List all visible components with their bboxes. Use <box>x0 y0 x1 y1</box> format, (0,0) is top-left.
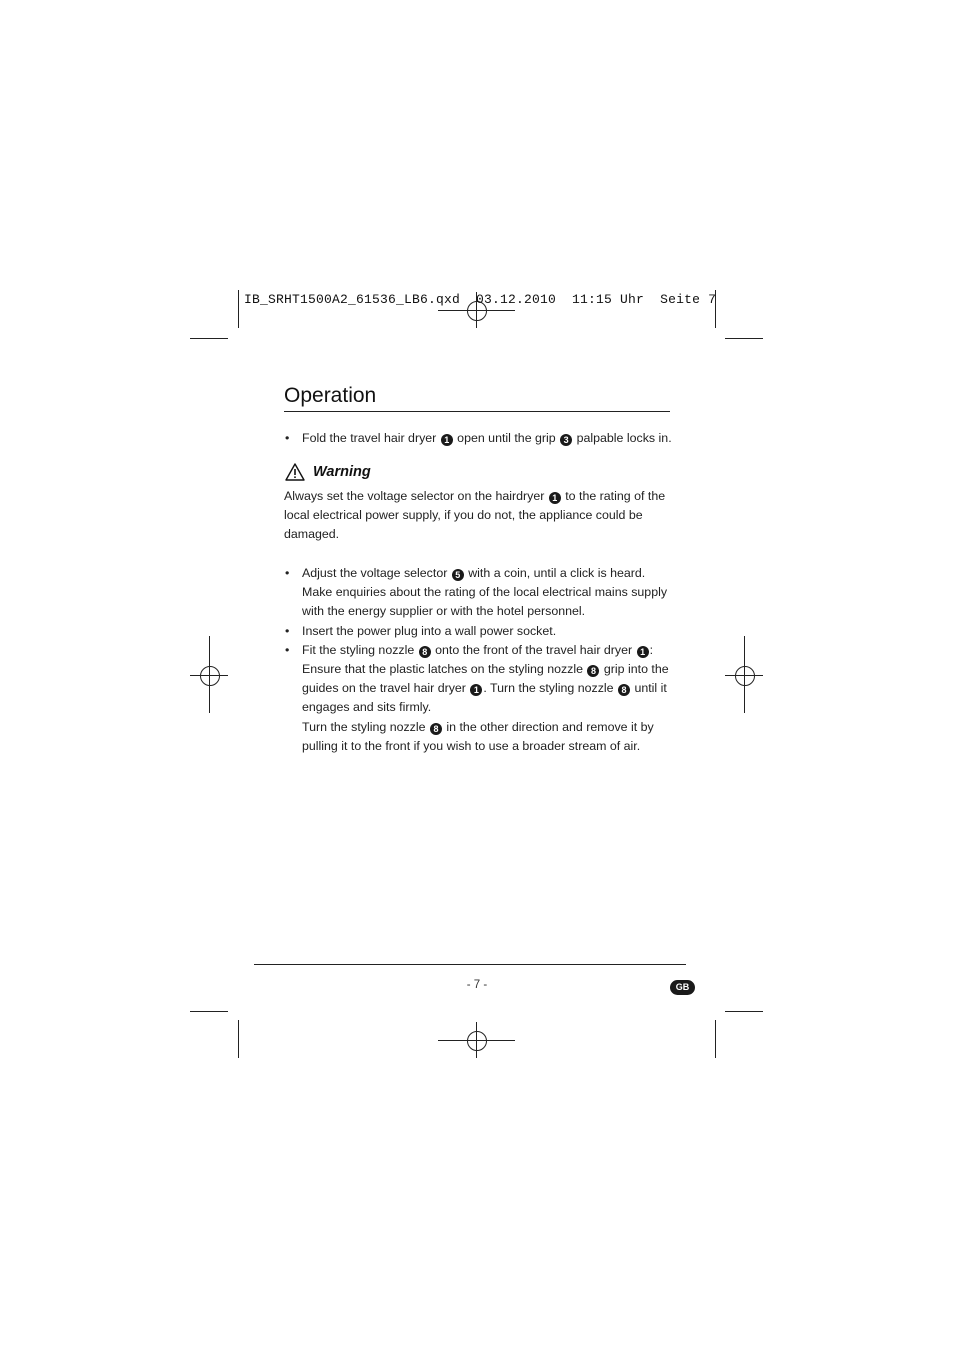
warning-text <box>284 487 668 545</box>
step-text: grip into the guides on the travel hair dryer <box>302 662 669 696</box>
warning-heading <box>285 463 371 481</box>
warning-triangle-icon <box>285 463 305 481</box>
step-text: Fold the travel hair dryer <box>302 431 440 445</box>
step-text: with a coin, until a click is heard. Make enquiries about the rating of the local electrical mains supply with the energy supplier or with the hotel personnel. <box>302 566 668 619</box>
step-text: onto the front of the travel hair dryer <box>431 642 636 657</box>
part-number-badge: 8 <box>587 665 599 677</box>
step-text: Adjust the voltage selector <box>302 566 451 580</box>
part-number-badge: 1 <box>637 646 649 658</box>
part-number-badge: 1 <box>441 434 453 446</box>
title-underline <box>284 411 670 412</box>
part-number-badge: 5 <box>452 569 464 581</box>
registration-mark <box>735 666 755 686</box>
section-title: Operation <box>284 384 377 407</box>
language-badge: GB <box>670 980 695 995</box>
crop-mark <box>725 338 763 339</box>
instruction-list <box>284 564 674 756</box>
registration-mark <box>200 666 220 686</box>
step-text: open until the grip <box>453 431 560 445</box>
instruction-list-intro <box>284 429 674 448</box>
list-item <box>284 641 674 756</box>
step-text: Turn the styling nozzle <box>302 719 429 734</box>
crop-mark <box>238 290 239 328</box>
step-text: palpable locks in. <box>573 431 672 445</box>
print-file-header: IB_SRHT1500A2_61536_LB6.qxd 03.12.2010 11:15 Uhr Seite 7 <box>244 292 717 307</box>
crop-mark <box>715 1020 716 1058</box>
part-number-badge: 1 <box>549 492 561 504</box>
warning-text-part: Always set the voltage selector on the hairdryer <box>284 489 548 503</box>
warning-text-part: to the rating of the local electrical power supply, if you do not, the appliance could be damaged. <box>284 489 666 542</box>
crop-mark <box>725 1011 763 1012</box>
footer-rule <box>254 964 686 965</box>
page-number: - 7 - <box>466 979 488 991</box>
list-item <box>284 622 674 641</box>
part-number-badge: 1 <box>470 684 482 696</box>
list-item <box>284 429 674 448</box>
list-item <box>284 564 674 622</box>
crop-mark <box>190 338 228 339</box>
part-number-badge: 8 <box>419 646 431 658</box>
registration-mark <box>467 1031 487 1051</box>
crop-mark <box>238 1020 239 1058</box>
step-text: until it engages and sits firmly. <box>302 681 667 715</box>
step-text: Insert the power plug into a wall power socket. <box>302 623 557 638</box>
crop-mark <box>190 1011 228 1012</box>
step-text: : Ensure that the plastic latches on the styling nozzle <box>302 642 654 677</box>
warning-label: Warning <box>313 464 371 480</box>
step-text: in the other direction and remove it by pulling it to the front if you wish to use a broader stream of air. <box>302 719 654 753</box>
part-number-badge: 8 <box>430 723 442 735</box>
step-text: . Turn the styling nozzle <box>483 681 617 696</box>
part-number-badge: 8 <box>618 684 630 696</box>
part-number-badge: 3 <box>560 434 572 446</box>
step-text: Fit the styling nozzle <box>302 642 418 657</box>
